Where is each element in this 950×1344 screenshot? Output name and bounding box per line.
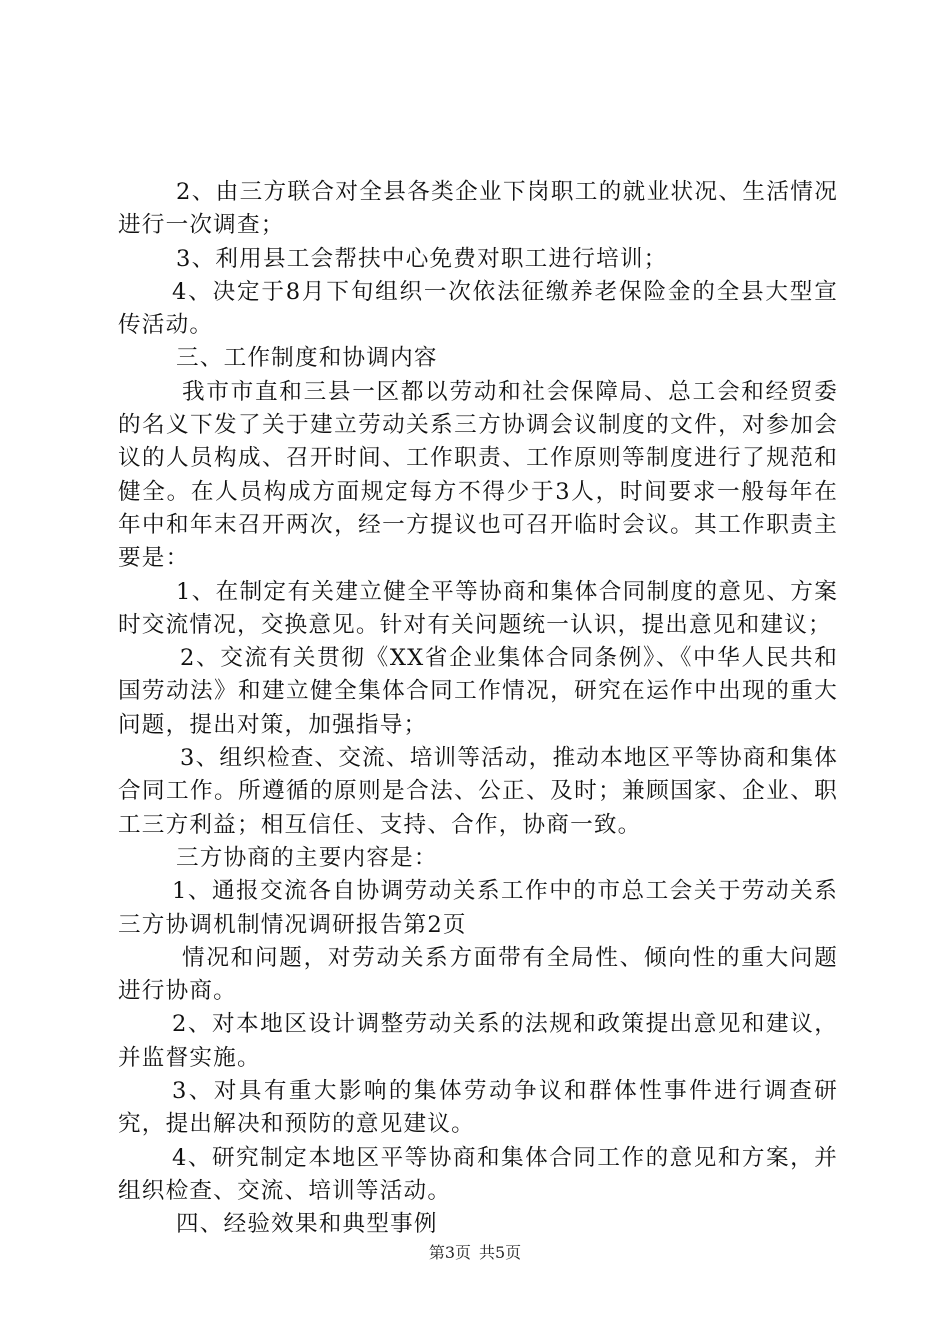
paragraph-duty-1: 1、在制定有关建立健全平等协商和集体合同制度的意见、方案时交流情况，交换意见。针对有关问题统一认识，提出意见和建议； bbox=[118, 578, 838, 638]
section-heading-work-system: 三、工作制度和协调内容 bbox=[176, 345, 438, 372]
page-footer bbox=[0, 1242, 950, 1264]
paragraph-content-2: 2、对本地区设计调整劳动关系的法规和政策提出意见和建议，并监督实施。 bbox=[118, 1011, 838, 1071]
document-body bbox=[118, 176, 838, 1242]
paragraph-content-1-continued: 情况和问题，对劳动关系方面带有全局性、倾向性的重大问题进行协商。 bbox=[118, 944, 838, 1005]
paragraph-content-3: 3、对具有重大影响的集体劳动争议和群体性事件进行调查研究，提出解决和预防的意见建议。 bbox=[118, 1078, 838, 1138]
page-number: 第3页 bbox=[428, 1243, 471, 1262]
paragraph-content-1: 1、通报交流各自协调劳动关系工作中的市总工会关于劳动关系三方协调机制情况调研报告第2页 bbox=[118, 878, 838, 938]
paragraph-item-2-survey: 2、由三方联合对全县各类企业下岗职工的就业状况、生活情况进行一次调查； bbox=[118, 179, 838, 239]
paragraph-duty-3: 3、组织检查、交流、培训等活动，推动本地区平等协商和集体合同工作。所遵循的原则是合法、公正、及时；兼顾国家、企业、职工三方利益；相互信任、支持、合作，协商一致。 bbox=[118, 745, 839, 838]
paragraph-item-4-campaign: 4、决定于8月下旬组织一次依法征缴养老保险金的全县大型宣传活动。 bbox=[118, 278, 838, 339]
section-heading-experience: 四、经验效果和典型事例 bbox=[176, 1211, 438, 1238]
page-total: 共5页 bbox=[479, 1243, 522, 1262]
paragraph-item-3-training: 3、利用县工会帮扶中心免费对职工进行培训； bbox=[176, 245, 668, 272]
paragraph-consultation-intro: 三方协商的主要内容是： bbox=[176, 844, 438, 871]
paragraph-duty-2: 2、交流有关贯彻《XX省企业集体合同条例》、《中华人民共和国劳动法》和建立健全集体合同工作情况，研究在运作中出现的重大问题，提出对策，加强指导； bbox=[118, 645, 838, 738]
paragraph-work-system: 我市市直和三县一区都以劳动和社会保障局、总工会和经贸委的名义下发了关于建立劳动关系三方协调会议制度的文件，对参加会议的人员构成、召开时间、工作职责、工作原则等制度进行了规范和健全。在人员构成方面规定每方不得少于3人，时间要求一般每年在年中和年末召开两次，经一方提议也可召开临时会议。其工作职责主要是： bbox=[118, 378, 838, 572]
paragraph-content-4: 4、研究制定本地区平等协商和集体合同工作的意见和方案，并组织检查、交流、培训等活动。 bbox=[118, 1144, 838, 1204]
